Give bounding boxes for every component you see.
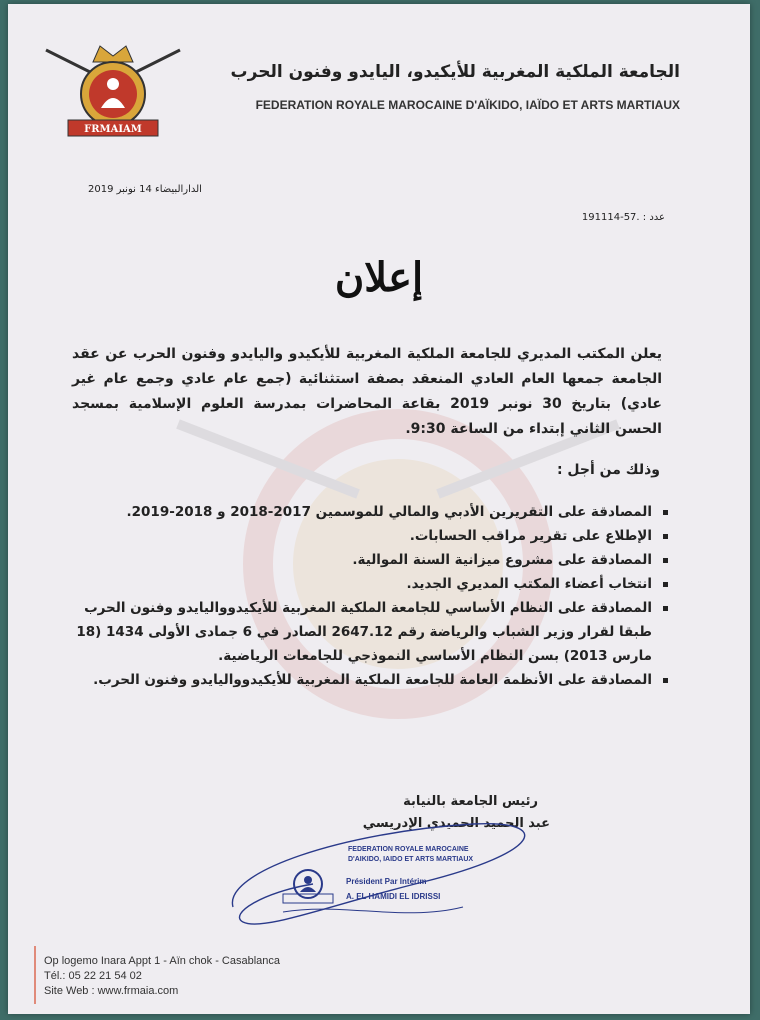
agenda-item: المصادقة على مشروع ميزانية السنة الموالية. xyxy=(52,548,652,572)
stamp-line: FEDERATION ROYALE MAROCAINE xyxy=(348,846,469,853)
document-page xyxy=(8,4,750,1014)
signatory-name: عبد الحميد الحميدي الإدريسي xyxy=(362,816,550,831)
announcement-paragraph: يعلن المكتب المديري للجامعة الملكية المغربية للأيكيدو واليايدو وفنون الحرب عن عقد الجامعة جمعها العام العادي المنعقد بصفة استثنائية (جمع عام عادي وجمع عام غير عادي) بتاريخ 30 نونبر 2019 بقاعة المحاضرات بمدرسة العلوم الإسلامية بمسجد الحسن الثاني إبتداء من الساعة 9:30. xyxy=(72,346,662,437)
reference-value: 191114-57. xyxy=(581,212,640,223)
signature-stamp xyxy=(223,812,553,937)
footer-phone: Tél.: 05 22 21 54 02 xyxy=(44,970,142,982)
footer-divider xyxy=(34,946,36,1004)
agenda-item: المصادقة على التقريرين الأدبي والمالي للموسمين 2017-2018 و 2018-2019. xyxy=(52,500,652,524)
agenda-item: انتخاب أعضاء المكتب المديري الجديد. xyxy=(52,572,652,596)
agenda-list xyxy=(52,500,670,692)
stamp-line: D'AIKIDO, IAIDO ET ARTS MARTIAUX xyxy=(348,856,474,863)
reference-number xyxy=(582,212,665,223)
agenda-item: المصادقة على الأنظمة العامة للجامعة الملكية المغربية للأيكيدوواليايدو وفنون الحرب. xyxy=(52,668,652,692)
federation-logo xyxy=(38,32,188,142)
org-name-arabic: الجامعة الملكية المغربية للأيكيدو، اليايدو وفنون الحرب xyxy=(230,62,680,82)
document-date: الدارالبيضاء 14 نونبر 2019 xyxy=(88,184,202,195)
org-name-french: FEDERATION ROYALE MAROCAINE D'AÏKIDO, IAÏDO ET ARTS MARTIAUX xyxy=(255,98,680,112)
agenda-item: المصادقة على النظام الأساسي للجامعة الملكية المغربية للأيكيدوواليايدو وفنون الحرب طبقا لقرار وزير الشباب والرياضة رقم 2647.12 الصادر في 6 جمادى الأولى 1434 (18 مارس 2013) بسن النظام الأساسي النموذجي للجامعات الرياضية. xyxy=(52,596,652,668)
reference-label: عدد : xyxy=(642,212,665,223)
footer-website[interactable]: Site Web : www.frmaia.com xyxy=(44,985,179,997)
footer-address: Op logemo Inara Appt 1 - Aïn chok - Casablanca xyxy=(44,955,281,967)
stamp-line: Président Par Intérim xyxy=(346,877,427,886)
footer-contact xyxy=(44,954,280,999)
document-title: إعلان xyxy=(334,254,424,301)
agenda-intro: وذلك من أجل : xyxy=(556,462,660,478)
stamp-line: A. EL HAMIDI EL IDRISSI xyxy=(346,892,441,901)
signatory-title: رئيس الجامعة بالنيابة xyxy=(403,794,538,809)
agenda-item: الإطلاع على تقرير مراقب الحسابات. xyxy=(52,524,652,548)
logo-text: FRMAIAM xyxy=(84,124,142,135)
